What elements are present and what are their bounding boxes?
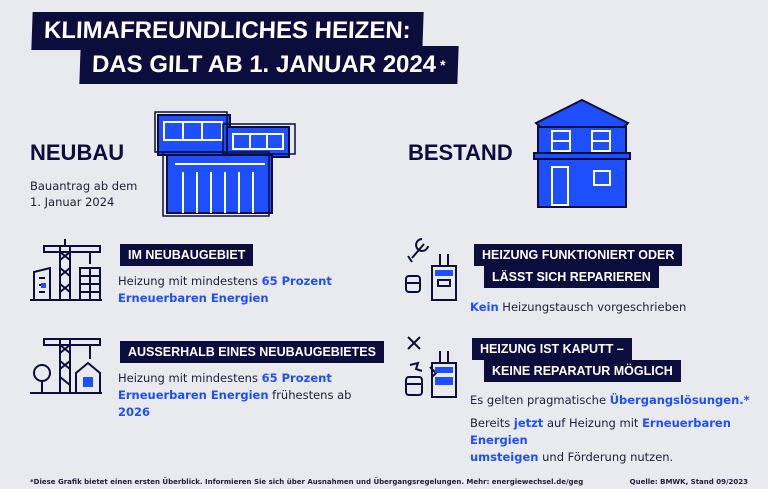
footer-source: Quelle: BMWK, Stand 09/2023	[629, 478, 748, 486]
bestand-card2-text2: Bereits jetzt auf Heizung mit Erneuerbaren Energien umsteigen und Förderung nutzen.	[470, 416, 731, 464]
bestand-card1-text: Kein Heizungstausch vorgeschrieben	[470, 300, 687, 314]
neubau-heading: NEUBAU	[30, 140, 125, 165]
neubau-note: Bauantrag ab dem 1. Januar 2024	[30, 179, 138, 209]
modern-house-icon	[155, 112, 300, 220]
broken-boiler-icon	[404, 333, 462, 399]
neubau-card1-tag: IM NEUBAUGEBIET	[120, 244, 253, 266]
title-line-2: DAS GILT AB 1. JANUAR 2024 *	[79, 46, 458, 84]
bestand-card2-text1: Es gelten pragmatische Übergangslösungen.*	[470, 393, 750, 407]
bestand-card1-tag2: LÄSST SICH REPARIEREN	[484, 266, 659, 288]
neubau-card2-tag: AUSSERHALB EINES NEUBAUGEBIETES	[120, 341, 384, 363]
bestand-card1-tag1: HEIZUNG FUNKTIONIERT ODER	[474, 244, 682, 266]
gabled-house-icon	[530, 97, 634, 212]
bestand-card2-tag2: KEINE REPARATUR MÖGLICH	[484, 360, 681, 382]
bestand-heading: BESTAND	[408, 140, 513, 165]
bestand-card2-tag1: HEIZUNG IST KAPUTT –	[472, 338, 632, 360]
footer-disclaimer: *Diese Grafik bietet einen ersten Überblick. Informieren Sie sich über Ausnahmen und Übergangsregelungen. Mehr: energiewechsel.de/geg	[30, 478, 584, 486]
title-line-1: KLIMAFREUNDLICHES HEIZEN:	[31, 12, 423, 50]
neubau-card1-text: Heizung mit mindestens 65 Prozent Erneuerbaren Energien	[118, 274, 332, 305]
crane-tree-house-icon	[30, 333, 102, 395]
neubau-card2-text: Heizung mit mindestens 65 Prozent Erneuerbaren Energien frühestens ab 2026	[118, 371, 352, 419]
crane-buildings-icon	[30, 238, 102, 302]
wrench-boiler-icon	[404, 236, 462, 302]
